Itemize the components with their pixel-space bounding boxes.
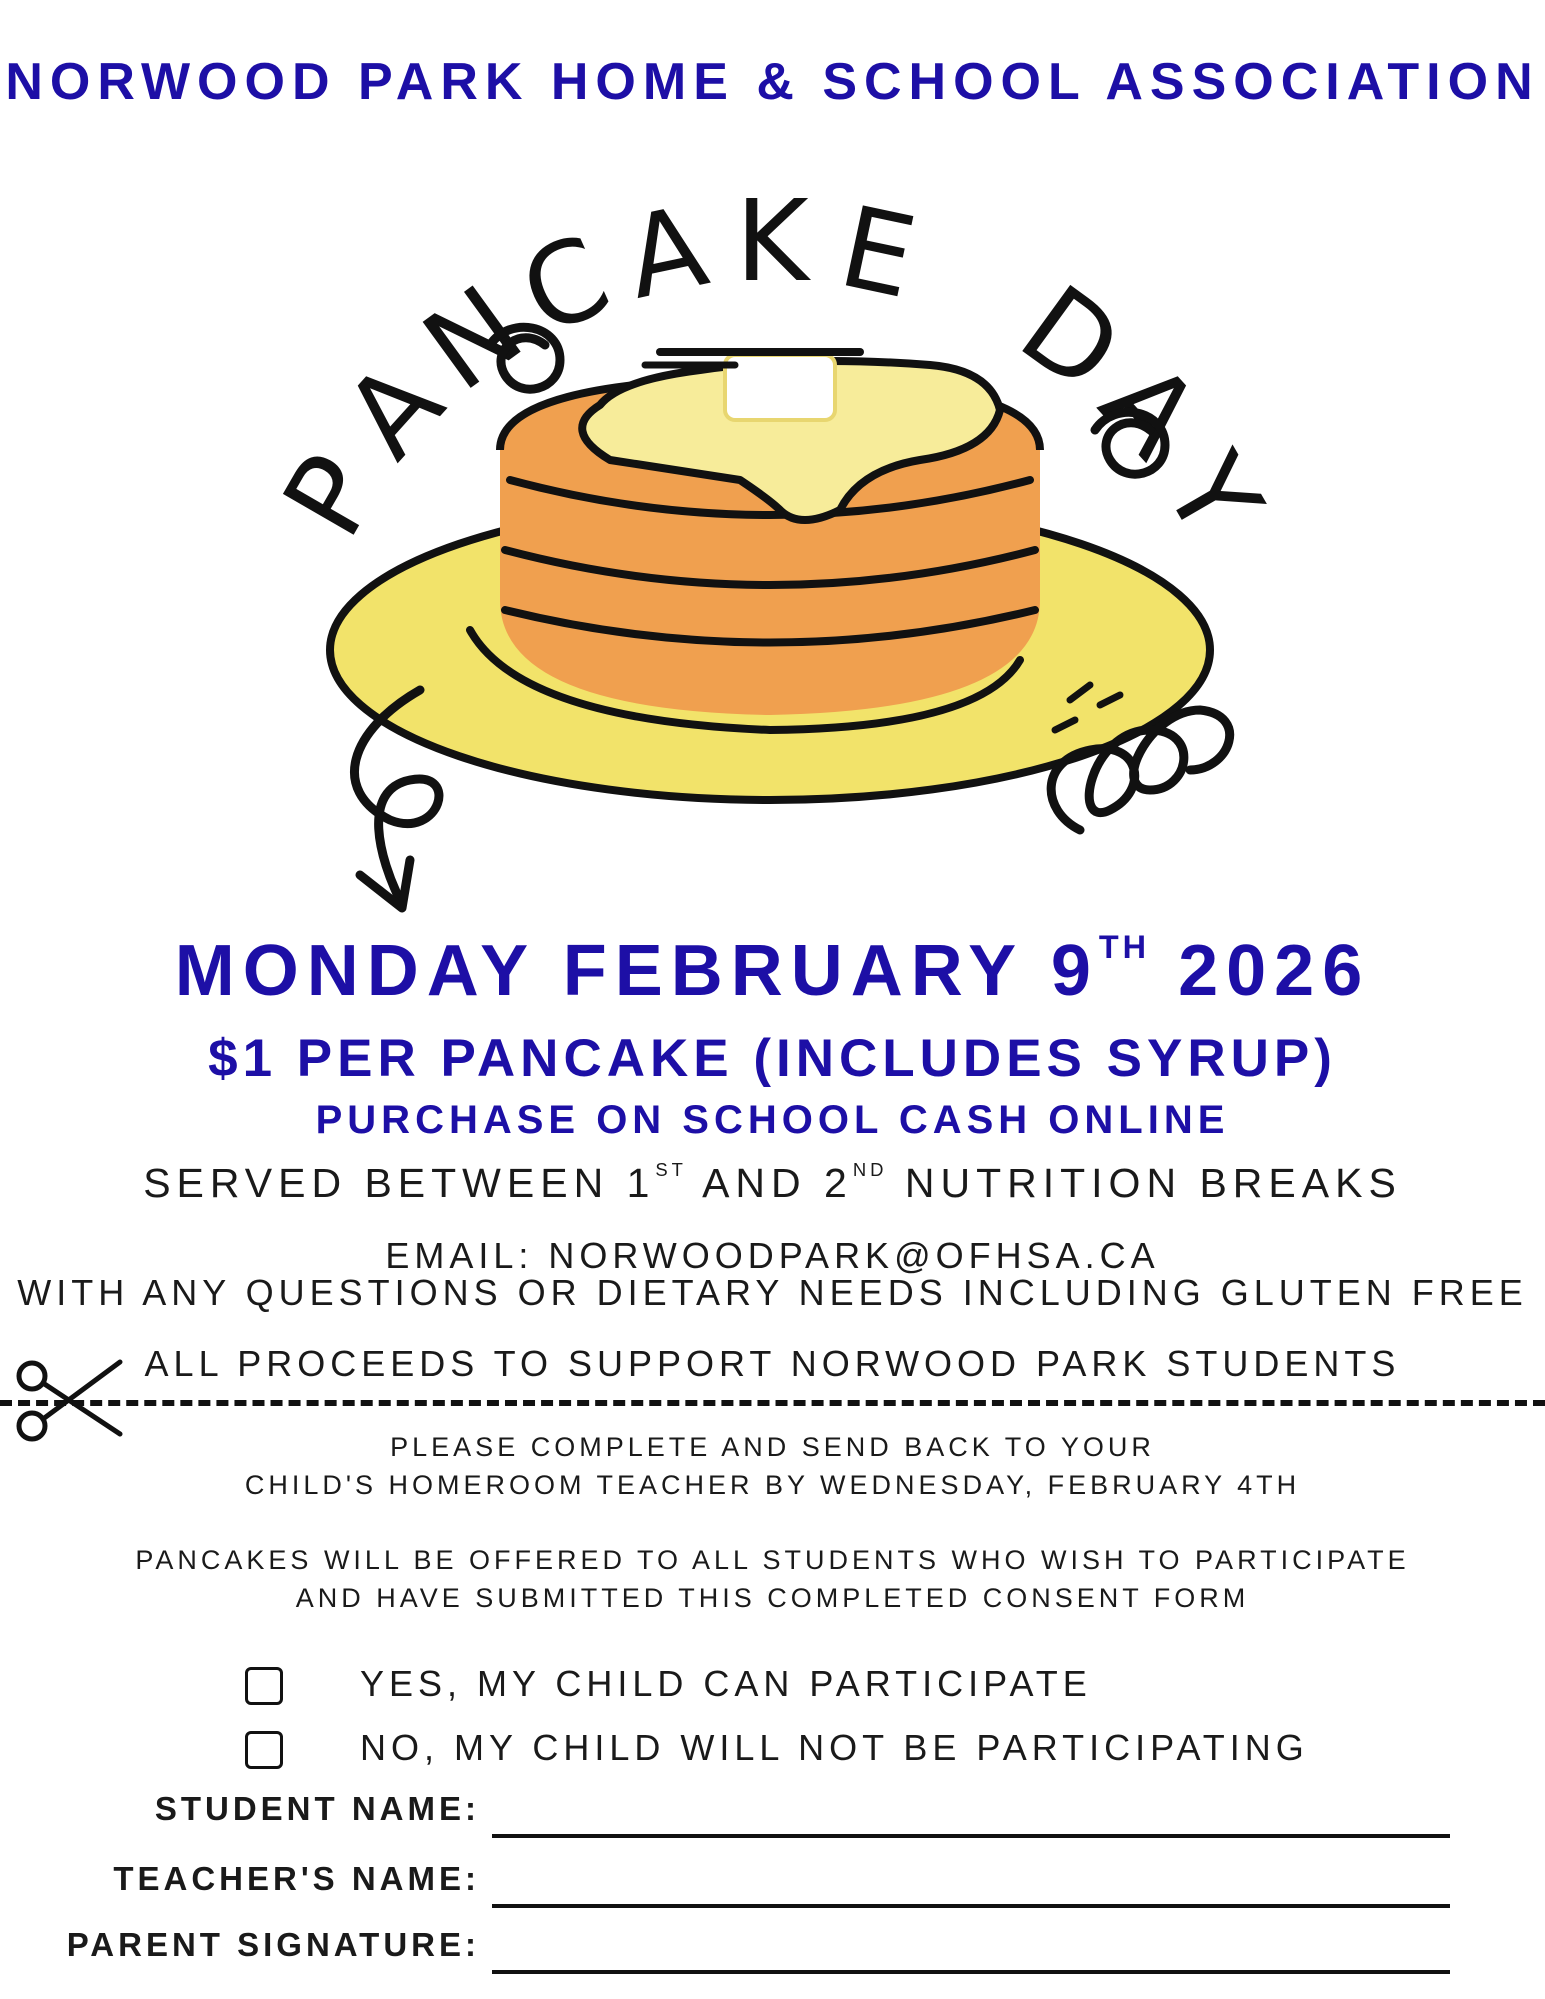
served-sup-a: ST xyxy=(655,1158,687,1180)
event-price: $1 PER PANCAKE (INCLUDES SYRUP) xyxy=(208,1029,1337,1088)
yes-checkbox[interactable] xyxy=(245,1667,283,1705)
cut-line xyxy=(0,1400,1545,1406)
title-letter: E xyxy=(829,182,926,325)
student-name-label: STUDENT NAME: xyxy=(154,1790,480,1827)
title-letter: K xyxy=(735,177,809,307)
title-letter: A xyxy=(320,338,469,483)
form-note-1: PANCAKES WILL BE OFFERED TO ALL STUDENTS WHO WISH TO PARTICIPATE xyxy=(135,1545,1410,1575)
teacher-name-label: TEACHER'S NAME: xyxy=(113,1860,480,1897)
form-instructions-1: PLEASE COMPLETE AND SEND BACK TO YOUR xyxy=(390,1432,1155,1462)
served-text-a: SERVED BETWEEN 1 xyxy=(143,1160,656,1206)
event-date-year: 2026 xyxy=(1178,931,1371,1011)
title-letter: N xyxy=(401,261,546,417)
title-letter: P xyxy=(258,434,406,558)
event-date-suffix: TH xyxy=(1098,928,1151,965)
title-letter: A xyxy=(615,181,718,325)
parent-signature-label: PARENT SIGNATURE: xyxy=(66,1926,480,1963)
form-note-2: AND HAVE SUBMITTED THIS COMPLETED CONSENT FORM xyxy=(295,1583,1250,1613)
organization-heading: NORWOOD PARK HOME & SCHOOL ASSOCIATION xyxy=(5,53,1540,111)
title-letter: Y xyxy=(1138,433,1286,559)
teacher-name-line[interactable] xyxy=(492,1904,1450,1908)
questions-note: WITH ANY QUESTIONS OR DIETARY NEEDS INCLUDING GLUTEN FREE xyxy=(17,1272,1528,1313)
parent-signature-line[interactable] xyxy=(492,1970,1450,1974)
served-sup-b: ND xyxy=(852,1158,888,1180)
title-letter: C xyxy=(503,210,628,362)
parent-signature-field[interactable] xyxy=(0,1926,1545,1976)
no-checkbox[interactable] xyxy=(245,1731,283,1769)
title-letter: A xyxy=(1075,338,1224,483)
pancake-stack-icon xyxy=(470,352,1040,730)
event-date xyxy=(0,930,1545,1012)
form-instructions-2: CHILD'S HOMEROOM TEACHER BY WEDNESDAY, FEBRUARY 4TH xyxy=(244,1470,1301,1500)
served-text-c: NUTRITION BREAKS xyxy=(887,1160,1402,1206)
served-text-b: AND 2 xyxy=(686,1160,853,1206)
option-yes-label: YES, MY CHILD CAN PARTICIPATE xyxy=(360,1663,1092,1704)
event-date-main: MONDAY FEBRUARY 9 xyxy=(174,931,1099,1011)
student-name-line[interactable] xyxy=(492,1834,1450,1838)
title-letter: D xyxy=(997,261,1144,417)
proceeds-note: ALL PROCEEDS TO SUPPORT NORWOOD PARK STUDENTS xyxy=(144,1343,1401,1384)
served-info xyxy=(0,1160,1545,1207)
pancake-illustration xyxy=(0,130,1545,920)
teacher-name-field[interactable] xyxy=(0,1860,1545,1910)
student-name-field[interactable] xyxy=(0,1790,1545,1840)
contact-email: EMAIL: NORWOODPARK@OFHSA.CA xyxy=(385,1235,1160,1276)
option-no-label: NO, MY CHILD WILL NOT BE PARTICIPATING xyxy=(360,1727,1309,1768)
purchase-info: PURCHASE ON SCHOOL CASH ONLINE xyxy=(315,1098,1230,1142)
